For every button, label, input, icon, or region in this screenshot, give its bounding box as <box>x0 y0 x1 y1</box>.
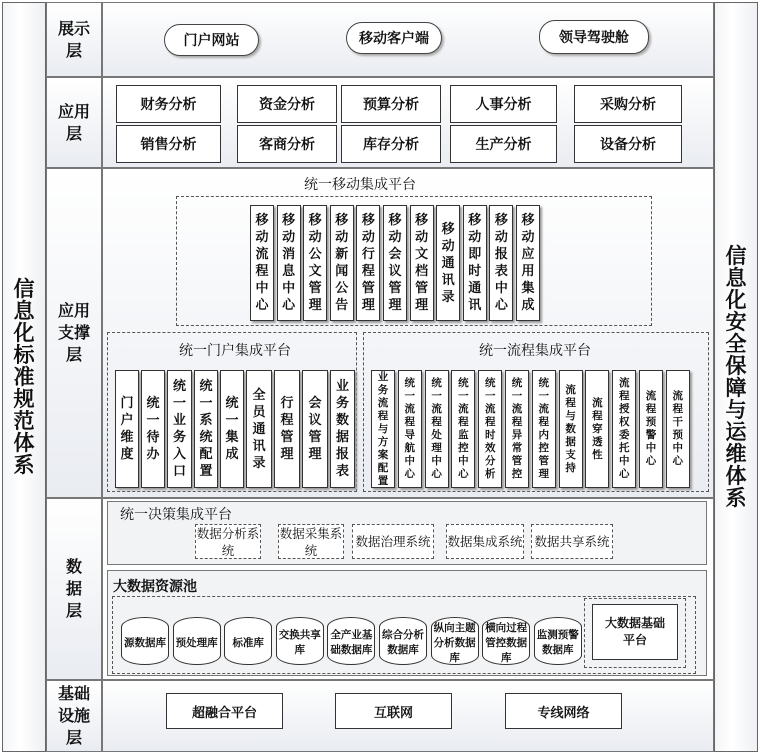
app-row2-box: 设备分析 <box>574 125 682 163</box>
portal-item-box <box>246 370 272 488</box>
left-sidebar-standards <box>2 2 46 752</box>
mobile-item-box <box>383 205 407 321</box>
mobile-item-label: 移动流程中心 <box>255 213 269 313</box>
mobile-item-label: 移动消息中心 <box>282 213 296 313</box>
portal-item-label: 行程管理 <box>280 396 294 462</box>
process-item-label: 统一流程时效分析 <box>484 377 496 480</box>
portal-item-label: 会议管理 <box>308 396 322 462</box>
app-layer-label: 应用层 <box>46 77 102 168</box>
process-item-label: 业务流程与方案配置 <box>377 370 389 487</box>
display-layer-label: 展示层 <box>46 2 102 77</box>
portal-item-label: 业务数据报表 <box>335 379 349 479</box>
app-row1-box: 采购分析 <box>574 85 682 123</box>
mobile-item-label: 移动公文管理 <box>308 213 322 313</box>
process-item-box <box>478 370 502 488</box>
mobile-item-box <box>356 205 380 321</box>
portal-item-label: 统一待办 <box>146 396 160 462</box>
dedicated-network-box: 专线网络 <box>505 693 622 729</box>
mobile-item-label: 移动会议管理 <box>388 213 402 313</box>
process-item-box <box>505 370 529 488</box>
decision-item-tag: 数据集成系统 <box>446 524 524 559</box>
app-row2-box: 库存分析 <box>341 125 441 163</box>
right-sidebar-security <box>714 2 758 752</box>
data-pool-cylinder: 横向过程管控数据库 <box>482 617 530 665</box>
process-item-label: 流程穿透性 <box>592 396 603 461</box>
app-row2-box: 客商分析 <box>237 125 337 163</box>
process-item-label: 统一流程导航中心 <box>404 377 416 480</box>
portal-item-label: 统一业务入口 <box>172 379 186 479</box>
data-pool-cylinder: 综合分析数据库 <box>379 617 427 665</box>
portal-item-box <box>274 370 300 488</box>
mobile-item-label: 移动行程管理 <box>361 213 375 313</box>
process-item-box <box>585 370 609 488</box>
portal-item-box <box>302 370 328 488</box>
decision-item-tag: 数据共享系统 <box>531 524 613 559</box>
process-item-label: 流程授权委托中心 <box>618 377 630 480</box>
mobile-item-label: 移动应用集成 <box>521 213 535 313</box>
big-data-base-platform: 大数据基础平台 <box>592 604 678 660</box>
process-item-label: 流程与数据支持 <box>565 383 576 474</box>
data-pool-cylinder: 监测预警数据库 <box>534 617 582 665</box>
data-pool-cylinder: 交换共享库 <box>276 617 324 665</box>
data-pool-cylinder: 纵向主题分析数据库 <box>431 617 479 665</box>
hyper-converged-platform: 超融合平台 <box>166 693 283 729</box>
decision-item-tag: 数据分析系统 <box>196 525 260 558</box>
mobile-platform-title: 统一移动集成平台 <box>304 177 416 193</box>
data-pool-cylinder: 全产业基础数据库 <box>327 617 375 665</box>
mobile-item-box <box>303 205 327 321</box>
mobile-item-box <box>436 205 460 321</box>
mobile-item-label: 移动新闻公告 <box>335 213 349 313</box>
portal-item-label: 统一系统配置 <box>199 379 213 479</box>
process-item-box <box>532 370 556 488</box>
left-sidebar-label: 信 息 化 标 准 规 范 体 系 <box>13 277 35 477</box>
big-data-pool-title: 大数据资源池 <box>113 579 197 595</box>
mobile-item-label: 移动报表中心 <box>494 213 508 313</box>
infra-layer-label: 基础设施层 <box>46 680 102 752</box>
process-item-box <box>398 370 422 488</box>
app-row2-box: 生产分析 <box>450 125 557 163</box>
process-platform-title: 统一流程集成平台 <box>479 343 591 359</box>
portal-item-box <box>330 370 355 488</box>
process-item-box <box>666 370 690 488</box>
mobile-item-label: 移动文档管理 <box>415 213 429 313</box>
process-item-label: 流程预警中心 <box>645 390 657 467</box>
process-item-box <box>559 370 583 488</box>
support-layer-label: 应用支撑层 <box>46 168 102 498</box>
data-pool-cylinder: 标准库 <box>224 617 272 665</box>
mobile-item-box <box>277 205 301 321</box>
app-row1-box: 预算分析 <box>341 85 441 123</box>
process-item-label: 统一流程处理中心 <box>431 377 442 480</box>
mobile-client-pill: 移动客户端 <box>346 22 442 54</box>
mobile-item-box <box>516 205 540 321</box>
portal-item-label: 统一集成 <box>225 396 239 462</box>
process-item-box <box>371 370 395 488</box>
process-item-box <box>639 370 663 488</box>
process-item-label: 统一流程监控中心 <box>458 377 469 480</box>
mobile-item-box <box>410 205 434 321</box>
portal-platform-title: 统一门户集成平台 <box>179 343 291 359</box>
mobile-item-label: 移动即时通讯 <box>468 213 482 313</box>
process-item-box <box>451 370 475 488</box>
portal-item-box <box>167 370 192 488</box>
app-row2-box: 销售分析 <box>116 125 221 163</box>
portal-item-box <box>141 370 165 488</box>
data-pool-cylinder: 源数据库 <box>121 617 169 665</box>
portal-website-pill: 门户网站 <box>164 24 259 56</box>
portal-item-box <box>115 370 139 488</box>
data-pool-cylinder: 预处理库 <box>173 617 221 665</box>
process-item-box <box>425 370 449 488</box>
mobile-item-box <box>330 205 354 321</box>
mobile-item-box <box>463 205 487 321</box>
process-item-label: 统一流程异常管控 <box>511 377 523 480</box>
app-row1-box: 资金分析 <box>237 85 337 123</box>
mobile-item-label: 移动通讯录 <box>441 221 455 305</box>
process-item-label: 流程干预中心 <box>672 390 684 467</box>
portal-item-label: 门户维度 <box>120 396 134 462</box>
app-row1-box: 人事分析 <box>450 85 557 123</box>
portal-item-box <box>194 370 218 488</box>
portal-item-label: 全员通讯录 <box>252 387 266 471</box>
app-row1-box: 财务分析 <box>116 85 221 123</box>
data-layer-label: 数据层 <box>46 498 102 680</box>
leader-cockpit-pill: 领导驾驶舱 <box>539 20 649 54</box>
decision-item-tag: 数据采集系统 <box>279 525 343 558</box>
internet-box: 互联网 <box>335 693 452 729</box>
process-item-label: 统一流程内控管理 <box>538 377 550 480</box>
mobile-item-box <box>489 205 513 321</box>
decision-platform-title: 统一决策集成平台 <box>120 507 232 523</box>
portal-item-box <box>220 370 244 488</box>
process-item-box <box>612 370 636 488</box>
right-sidebar-label: 信 息 化 安 全 保 障 与 运 维 体 系 <box>725 244 747 510</box>
mobile-item-box <box>250 205 274 321</box>
decision-item-tag: 数据治理系统 <box>352 524 434 559</box>
